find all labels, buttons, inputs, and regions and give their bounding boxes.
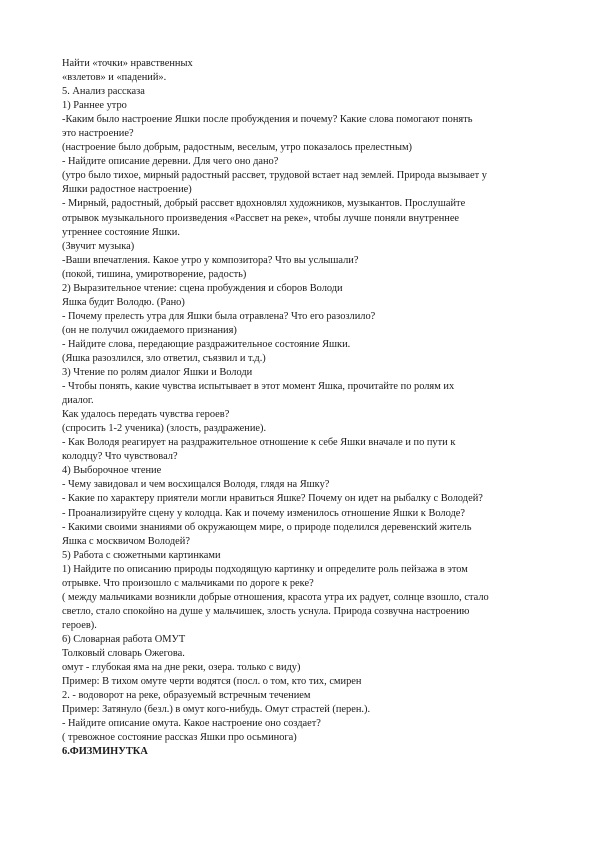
text-line: - Чему завидовал и чем восхищался Володя, глядя на Яшку? bbox=[62, 479, 330, 491]
text-line: Как удалось передать чувства героев? bbox=[62, 409, 230, 421]
text-line: - Проанализируйте сцену у колодца. Как и почему изменилось отношение Яшки к Володе? bbox=[62, 507, 466, 519]
text-line: (он не получил ожидаемого признания) bbox=[62, 324, 237, 336]
text-line: 5) Работа с сюжетными картинками bbox=[62, 549, 221, 561]
text-line: отрывке. Что произошло с мальчиками по дороге к реке? bbox=[62, 577, 314, 589]
text-line: Толковый словарь Ожегова. bbox=[62, 647, 185, 659]
text-line: - Найдите слова, передающие раздражительное состояние Яшки. bbox=[62, 338, 351, 350]
text-line: Яшки радостное настроение) bbox=[62, 184, 192, 196]
text-line: омут - глубокая яма на дне реки, озера. только с виду) bbox=[62, 662, 301, 674]
text-line: - Чтобы понять, какие чувства испытывает в этот момент Яшка, прочитайте по ролям их bbox=[62, 381, 455, 393]
text-line: ( тревожное состояние рассказ Яшки про осьминога) bbox=[62, 732, 297, 744]
text-line: - Как Володя реагирует на раздражительное отношение к себе Яшки вначале и по пути к bbox=[62, 437, 456, 449]
text-line: (покой, тишина, умиротворение, радость) bbox=[62, 268, 247, 280]
text-line: 1) Найдите по описанию природы подходящую картинку и определите роль пейзажа в этом bbox=[62, 563, 468, 575]
text-line: 3) Чтение по ролям диалог Яшки и Володи bbox=[62, 367, 253, 379]
text-line: диалог. bbox=[62, 395, 94, 407]
text-line: Яшка с москвичом Володей? bbox=[62, 535, 190, 547]
text-line: - Мирный, радостный, добрый рассвет вдохновлял художников, музыкантов. Прослушайте bbox=[62, 198, 466, 210]
text-line: (Яшка разозлился, зло ответил, съязвил и т.д.) bbox=[62, 352, 266, 364]
text-line: Пример: Затянуло (безл.) в омут кого-нибудь. Омут страстей (перен.). bbox=[62, 704, 371, 716]
text-line: Яшка будит Володю. (Рано) bbox=[62, 296, 185, 308]
text-line: утреннее состояние Яшки. bbox=[62, 226, 180, 238]
text-line: - Найдите описание деревни. Для чего оно дано? bbox=[62, 156, 279, 168]
text-line: - Какими своими знаниями об окружающем мире, о природе поделился деревенский житель bbox=[62, 521, 472, 533]
text-line: отрывок музыкального произведения «Рассвет на реке», чтобы лучше поняли внутреннее bbox=[62, 212, 460, 224]
document-page bbox=[62, 57, 532, 759]
text-line: -Ваши впечатления. Какое утро у композитора? Что вы услышали? bbox=[62, 254, 359, 266]
text-line: - Найдите описание омута. Какое настроение оно создает? bbox=[62, 718, 321, 730]
text-line: колодцу? Что чувствовал? bbox=[62, 451, 178, 463]
text-line: (спросить 1-2 ученика) (злость, раздражение). bbox=[62, 423, 267, 435]
text-line: Пример: В тихом омуте черти водятся (посл. о том, кто тих, смирен bbox=[62, 676, 362, 688]
text-line: 5. Анализ рассказа bbox=[62, 86, 145, 98]
text-line: (Звучит музыка) bbox=[62, 240, 135, 252]
text-line: 2) Выразительное чтение: сцена пробуждения и сборов Володи bbox=[62, 282, 343, 294]
text-line: - Почему прелесть утра для Яшки была отравлена? Что его разозлило? bbox=[62, 310, 376, 322]
text-line: 4) Выборочное чтение bbox=[62, 465, 162, 477]
text-line: героев). bbox=[62, 619, 97, 631]
text-line: 6.ФИЗМИНУТКА bbox=[62, 746, 148, 758]
text-line: 6) Словарная работа ОМУТ bbox=[62, 633, 186, 645]
text-line: - Какие по характеру приятели могли нравиться Яшке? Почему он идет на рыбалку с Володей? bbox=[62, 493, 483, 505]
text-line: светло, стало спокойно на душе у мальчишек, злость уснула. Природа созвучна настроению bbox=[62, 605, 470, 617]
text-line: (настроение было добрым, радостным, веселым, утро показалось прелестным) bbox=[62, 142, 413, 154]
text-line: «взлетов» и «падений». bbox=[62, 72, 167, 84]
text-line: ( между мальчиками возникли добрые отношения, красота утра их радует, солнце взошло, стало bbox=[62, 591, 489, 603]
text-line: -Каким было настроение Яшки после пробуждения и почему? Какие слова помогают понять bbox=[62, 114, 473, 126]
text-line: Найти «точки» нравственных bbox=[62, 58, 193, 69]
text-line: (утро было тихое, мирный радостный рассвет, трудовой встает над землей. Природа вызывает у bbox=[62, 170, 487, 182]
text-line: 2. - водоворот на реке, образуемый встречным течением bbox=[62, 690, 311, 702]
text-line: это настроение? bbox=[62, 128, 134, 140]
text-line: 1) Раннее утро bbox=[62, 100, 127, 112]
